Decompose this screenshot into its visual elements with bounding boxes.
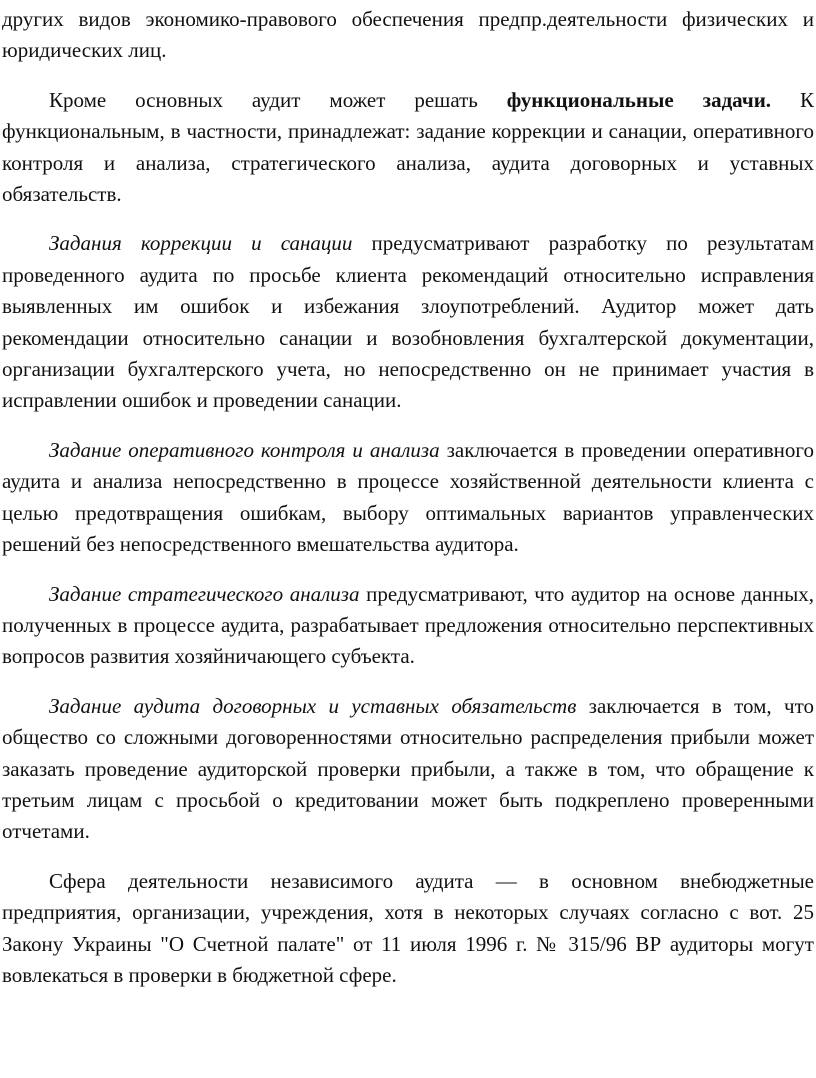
operational-control-term: Задание оперативного контроля и анализа (49, 437, 440, 462)
paragraph-2 (2, 85, 814, 211)
correction-sanation-term: Задания коррекции и санации (49, 231, 353, 256)
paragraph-3-text: предусматривают разработку по результатам проведенного аудита по просьбе клиента рекомендаций относительно исправления выявленных им ошибок и избежания злоупотреблений. Аудитор может дать рекомендации относительно санации и возобновления бухгалтерской документации, организации бухгалтерского учета, но непосредственно он не принимает участия в исправлении ошибок и проведении санации. (2, 231, 814, 413)
paragraph-6 (2, 691, 814, 848)
paragraph-2-intro: Кроме основных аудит может решать (49, 87, 507, 112)
paragraph-5 (2, 579, 814, 673)
paragraph-7 (2, 866, 814, 992)
paragraph-5-text: предусматривают, что аудитор на основе данных, полученных в процессе аудита, разрабатывает предложения относительно перспективных вопросов развития хозяйничающего субъекта. (2, 581, 814, 669)
paragraph-2-text: К функциональным, в частности, принадлежат: задание коррекции и санации, оперативного контроля и анализа, стратегического анализа, аудита договорных и уставных обязательств. (2, 87, 814, 207)
paragraph-7-text: Сфера деятельности независимого аудита — в основном внебюджетные предприятия, организации, учреждения, хотя в некоторых случаях согласно с вот. 25 Закону Украины "О Счетной палате" от 11 июля 1996 г. № 315/96 ВР аудиторы могут вовлекаться в проверки в бюджетной сфере. (2, 868, 814, 987)
contract-obligations-term: Задание аудита договорных и уставных обязательств (49, 693, 577, 718)
paragraph-4-text: заключается в проведении оперативного аудита и анализа непосредственно в процессе хозяйственной деятельности клиента с целью предотвращения ошибкам, выбору оптимальных вариантов управленческих решений без непосредственного вмешательства аудитора. (2, 437, 814, 557)
paragraph-6-text: заключается в том, что общество со сложными договоренностями относительно распределения прибыли может заказать проведение аудиторской проверки прибыли, а также в том, что обращение к третьим лицам с просьбой о кредитовании может быть подкреплено проверенными отчетами. (2, 693, 814, 844)
paragraph-1-text: других видов экономико-правового обеспечения предпр.деятельности физических и юридических лиц. (2, 7, 814, 63)
paragraph-1 (2, 4, 814, 67)
functional-tasks-term: функциональные задачи. (506, 87, 772, 112)
paragraph-3 (2, 228, 814, 416)
paragraph-4 (2, 435, 814, 561)
strategic-analysis-term: Задание стратегического анализа (49, 581, 360, 606)
